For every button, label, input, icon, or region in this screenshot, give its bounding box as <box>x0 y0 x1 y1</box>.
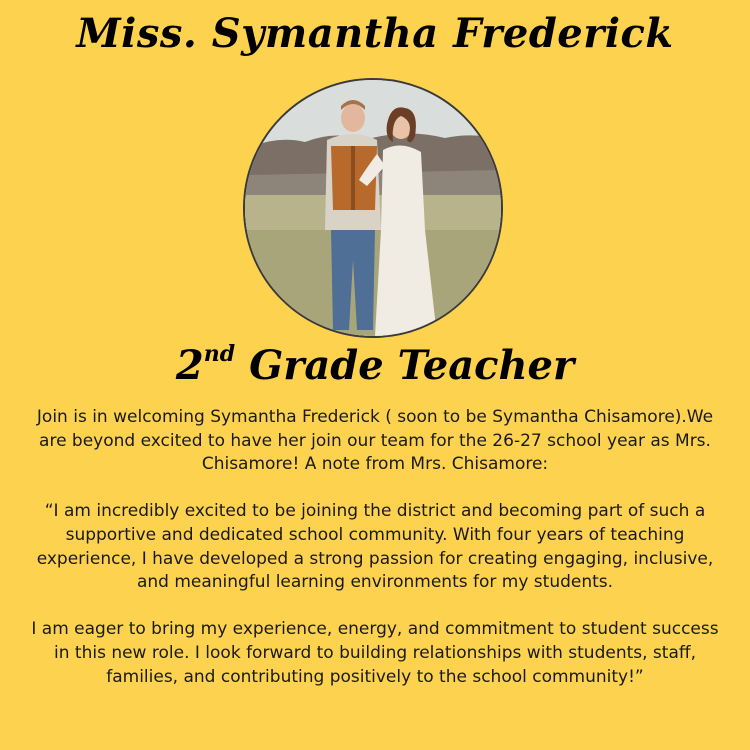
quote-paragraph-1: “I am incredibly excited to be joining the district and becoming part of such a supportive and dedicated school community. With four years of teaching experience, I have developed a strong passion for creating engaging, inclusive, and meaningful learning environments for my students. <box>36 501 714 593</box>
teacher-photo <box>243 78 503 338</box>
grade-text: Grade Teacher <box>249 342 575 389</box>
quote-paragraph-2: I am eager to bring my experience, energy, and commitment to student success in this new role. I look forward to building relationships with students, staff, families, and contributing positively to the school community!” <box>31 619 719 687</box>
grade-heading <box>0 342 750 389</box>
announcement-body <box>30 406 720 689</box>
intro-paragraph: Join is in welcoming Symantha Frederick ( soon to be Symantha Chisamore).We are beyond excited to have her join our team for the 26-27 school year as Mrs. Chisamore! A note from Mrs. Chisamore: <box>36 407 714 475</box>
couple-portrait-icon <box>245 80 501 336</box>
grade-suffix: nd <box>203 340 236 367</box>
grade-number: 2 <box>175 342 204 389</box>
page-title: Miss. Symantha Frederick <box>76 10 674 57</box>
